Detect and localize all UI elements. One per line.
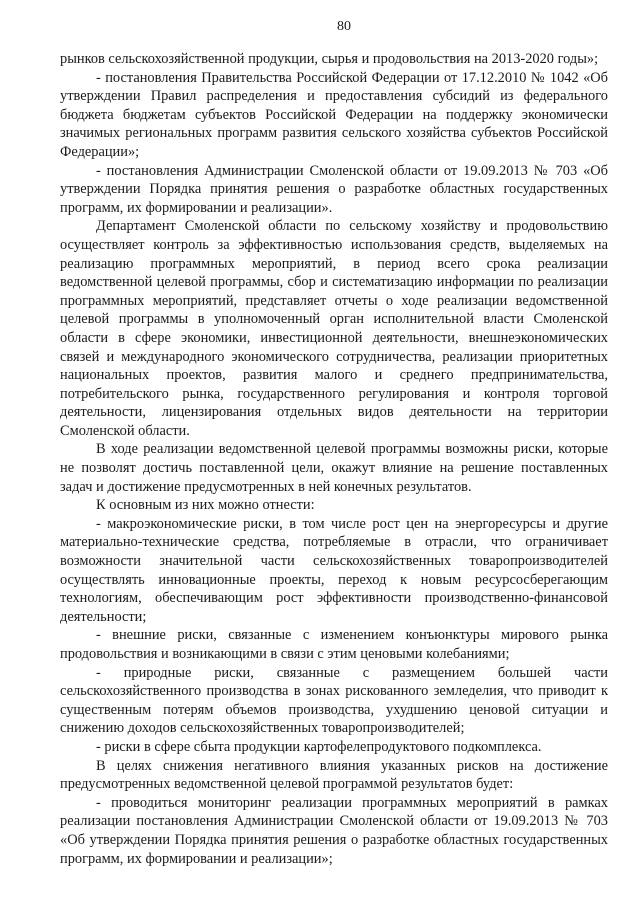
paragraph: К основным из них можно отнести: xyxy=(96,497,315,514)
document-body xyxy=(60,50,608,868)
paragraph: - постановления Администрации Смоленской области от 19.09.2013 № 703 «Об утверждении Порядка принятия решения о разработке областных государственных программ, их формировании и реализации». xyxy=(60,162,608,216)
paragraph: - внешние риски, связанные с изменением конъюнктуры мирового рынка продовольствия и возникающими в связи с этим ценовыми колебаниями; xyxy=(60,627,608,662)
paragraph: - риски в сфере сбыта продукции картофелепродуктового подкомплекса. xyxy=(96,738,542,755)
paragraph: В целях снижения негативного влияния указанных рисков на достижение предусмотренных ведомственной целевой программой результатов будет: xyxy=(60,757,608,793)
paragraph: - макроэкономические риски, в том числе рост цен на энергоресурсы и другие материально-технические средства, потребляемые в отрасли, что ограничивает возможности значительной части сельскохозяйственных товаропроизводителей осуществлять инновационные проекты, переход к новым ресурсосберегающим технологиям, обеспечивающим рост эффективности производственно-финансовой деятельности; xyxy=(60,515,608,625)
paragraph: - проводиться мониторинг реализации программных мероприятий в рамках реализации постановления Администрации Смоленской области от 19.09.2013 № 703 «Об утверждении Порядка принятия решения о разработке областных государственных программ, их формировании и реализации»; xyxy=(60,794,608,867)
paragraph: Департамент Смоленской области по сельскому хозяйству и продовольствию осуществляет контроль за эффективностью использования средств, выделяемых на реализацию программных мероприятий, в период всего срока реализации ведомственной целевой программы, сбор и систематизацию информации по реализации программных мероприятий, представляет отчеты о ходе реализации ведомственной целевой программы в уполномоченный орган исполнительной власти Смоленской области в сфере экономики, инвестиционной деятельности, внешнеэкономических связей и международного экономического сотрудничества, реализации приоритетных национальных проектов, развития малого и среднего предпринимательства, потребительского рынка, государственного регулирования и контроля торговой деятельности, лицензирования отдельных видов деятельности на территории Смоленской области. xyxy=(60,218,608,439)
paragraph: - постановления Правительства Российской Федерации от 17.12.2010 № 1042 «Об утверждении Правил распределения и предоставления субсидий из федерального бюджета бюджетам субъектов Российской Федерации на поддержку экономически значимых региональных программ развития сельского хозяйства субъектов Российской Федерации»; xyxy=(60,69,608,160)
paragraph: В ходе реализации ведомственной целевой программы возможны риски, которые не позволят достичь поставленной цели, окажут влияние на решение поставленных задач и достижение предусмотренных в ней конечных результатов. xyxy=(60,441,608,495)
paragraph: - природные риски, связанные с размещением большей части сельскохозяйственного производства в зонах рискованного земледелия, что приводит к существенным потерям объемов производства, ухудшению ценовой ситуации и снижению доходов сельскохозяйственных товаропроизводителей; xyxy=(60,664,608,737)
page-number: 80 xyxy=(337,19,351,34)
paragraph: рынков сельскохозяйственной продукции, сырья и продовольствия на 2013-2020 годы»; xyxy=(60,51,599,67)
document-page xyxy=(60,18,608,868)
